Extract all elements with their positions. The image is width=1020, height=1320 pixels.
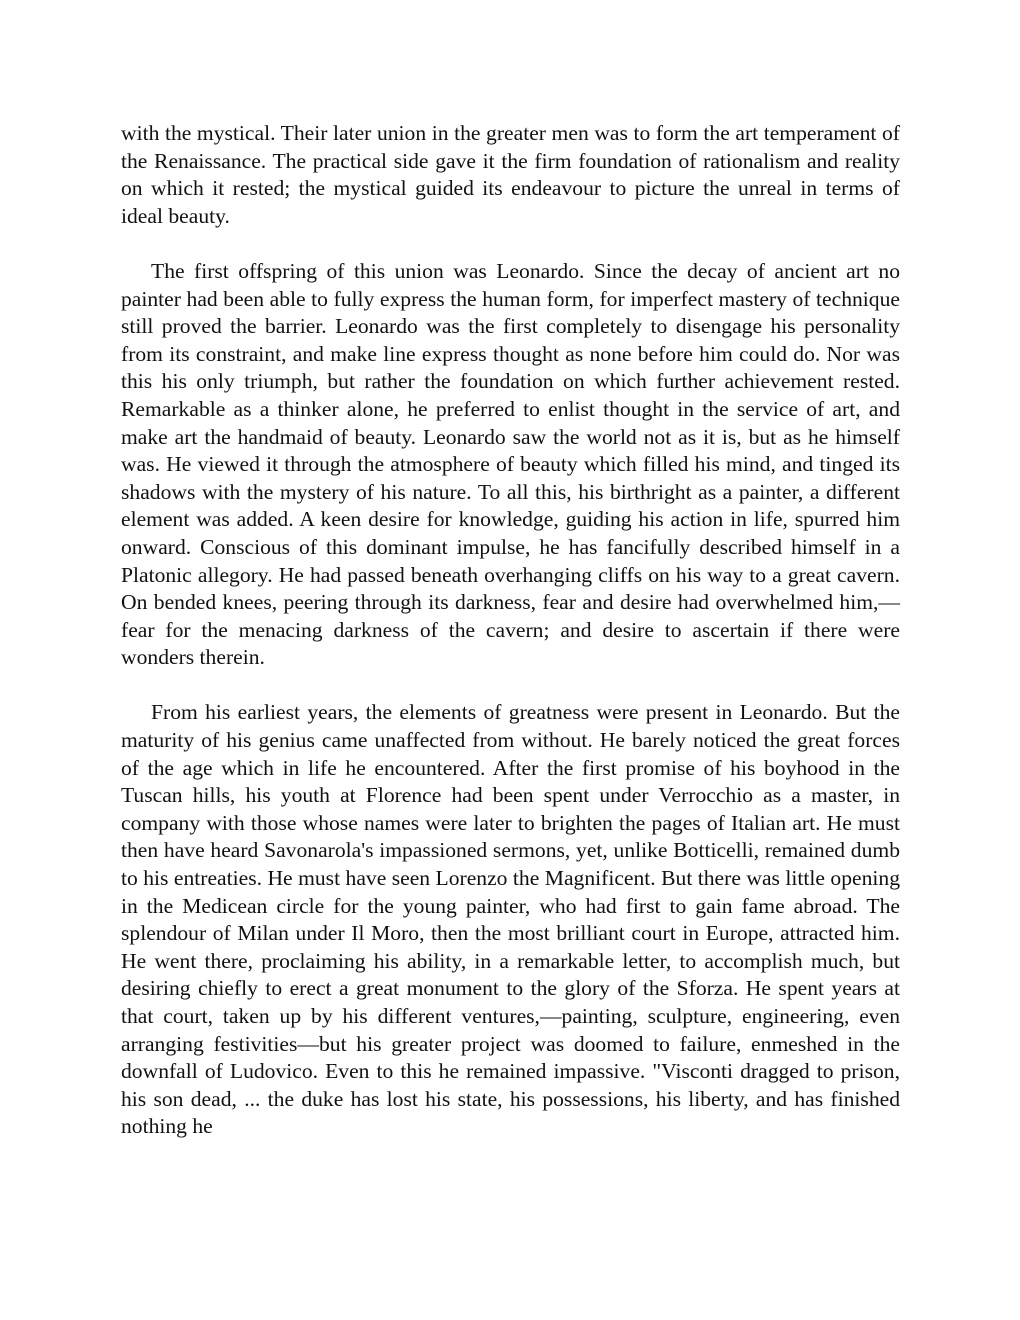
paragraph-leonardo-offspring: The first offspring of this union was Leonardo. Since the decay of ancient art no painter had been able to fully express the human form, for imperfect mastery of technique still proved the barrier. Leonardo was the first completely to disengage his personality from its constraint, and make line express thought as none before him could do. Nor was this his only triumph, but rather the foundation on which further achievement rested. Remarkable as a thinker alone, he preferred to enlist thought in the service of art, and make art the handmaid of beauty. Leonardo saw the world not as it is, but as he himself was. He viewed it through the atmosphere of beauty which filled his mind, and tinged its shadows with the mystery of his nature. To all this, his birthright as a painter, a different element was added. A keen desire for knowledge, guiding his action in life, spurred him onward. Conscious of this dominant impulse, he has fancifully described himself in a Platonic allegory. He had passed beneath overhanging cliffs on his way to a great cavern. On bended knees, peering through its darkness, fear and desire had overwhelmed him,—fear for the menacing darkness of the cavern; and desire to ascertain if there were wonders therein. <box>121 258 900 670</box>
document-page <box>121 120 900 1141</box>
paragraph-continuation: with the mystical. Their later union in the greater men was to form the art temperament of the Renaissance. The practical side gave it the firm foundation of rationalism and reality on which it rested; the mystical guided its endeavour to picture the unreal in terms of ideal beauty. <box>121 121 900 228</box>
paragraph-earliest-years: From his earliest years, the elements of greatness were present in Leonardo. But the maturity of his genius came unaffected from without. He barely noticed the great forces of the age which in life he encountered. After the first promise of his boyhood in the Tuscan hills, his youth at Florence had been spent under Verrocchio as a master, in company with those whose names were later to brighten the pages of Italian art. He must then have heard Savonarola's impassioned sermons, yet, unlike Botticelli, remained dumb to his entreaties. He must have seen Lorenzo the Magnificent. But there was little opening in the Medicean circle for the young painter, who had first to gain fame abroad. The splendour of Milan under Il Moro, then the most brilliant court in Europe, attracted him. He went there, proclaiming his ability, in a remarkable letter, to accomplish much, but desiring chiefly to erect a great monument to the glory of the Sforza. He spent years at that court, taken up by his different ventures,—painting, sculpture, engineering, even arranging festivities—but his greater project was doomed to failure, enmeshed in the downfall of Ludovico. Even to this he remained impassive. "Visconti dragged to prison, his son dead, ... the duke has lost his state, his possessions, his liberty, and has finished nothing he <box>121 700 900 1139</box>
